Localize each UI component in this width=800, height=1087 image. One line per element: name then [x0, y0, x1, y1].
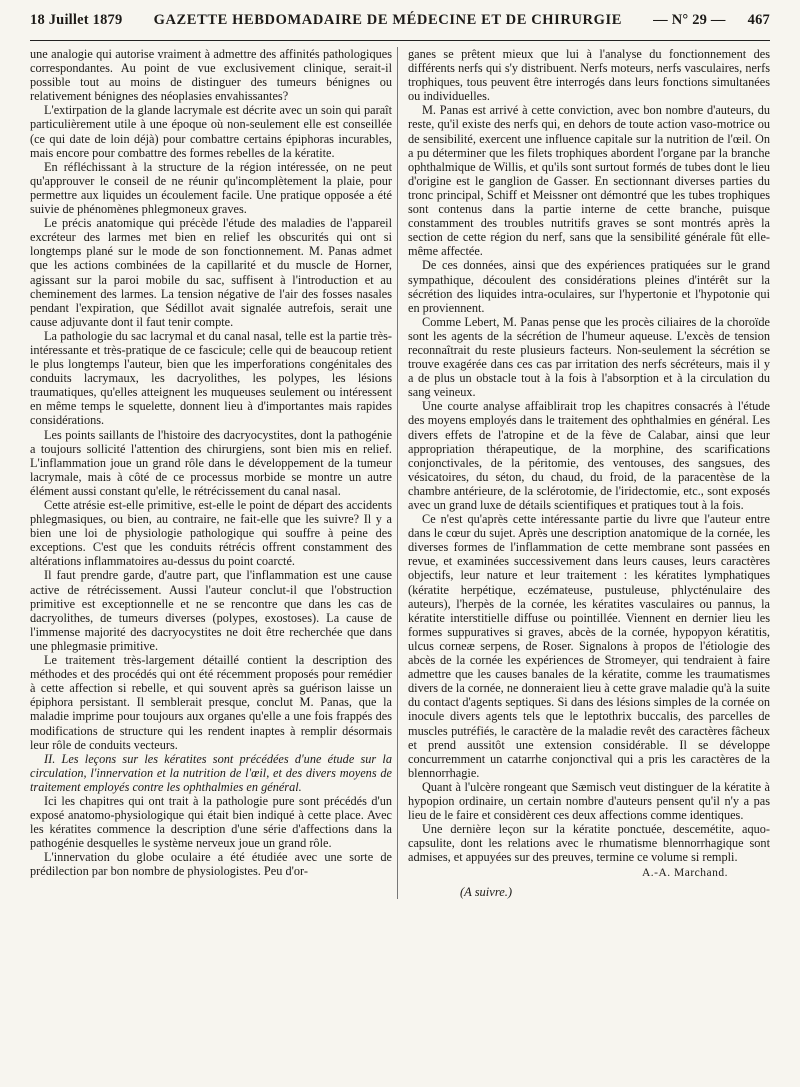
paragraph: La pathologie du sac lacrymal et du canal nasal, telle est la partie très-intéressante et très-pratique de ce fascicule; celle qui de beaucoup retient le plus longtemps l'auteur, bien que les imperforations congénitales des conduits lacrymaux, les dacryolithes, les polypes, les lésions traumatiques, qu'elles atteignent les muqueuses seulement ou intéressent en même temps le squelette, donnent lieu à d'importantes mais rapides considérations.	[30, 328, 392, 428]
paragraph: II. Les leçons sur les kératites sont précédées d'une étude sur la circulation, l'innervation et la nutrition de l'œil, et des divers moyens de traitement employés contre les ophthalmies en général.	[30, 751, 392, 794]
paragraph: Une dernière leçon sur la kératite ponctuée, descemétite, aquo-capsulite, dont les relations avec le rhumatisme blennorrhagique sont admises, et appuyées sur des preuves, termine ce volume si rempli.	[408, 822, 770, 865]
to-be-continued: (A suivre.)	[460, 884, 513, 899]
header-right	[653, 12, 770, 29]
paragraph: Le traitement très-largement détaillé contient la description des méthodes et des procédés qui ont été récemment proposés pour remédier à cette affection si rebelle, et qui souvent après sa guérison laisse un épiphora persistant. Il semblerait presque, conclut M. Panas, que la maladie imprime pour toujours aux organes qu'elle a une fois frappés des modifications de structure qui les rendent inaptes à remplir désormais leur rôle de conduits vecteurs.	[30, 653, 392, 752]
page-number: 467	[747, 12, 770, 28]
journal-title: GAZETTE HEBDOMADAIRE DE MÉDECINE ET DE CHIRURGIE	[153, 12, 623, 28]
paragraph: De ces données, ainsi que des expériences pratiquées sur le grand sympathique, découlent des considérations pleines d'intérêt sur la sécrétion des liquides intra-oculaires, sur l'hypertonie et l'hypotonie qui en proviennent.	[408, 258, 770, 315]
header-rule	[30, 40, 770, 41]
right-column-paragraphs	[408, 47, 770, 864]
running-header	[30, 12, 770, 38]
paragraph: une analogie qui autorise vraiment à admettre des affinités pathologiques correspondantes. Au point de vue exclusivement clinique, serait-il possible tout au moins de distinguer des tumeurs bénignes ou relativement bénignes des néoplasies envahissantes?	[30, 47, 392, 104]
paragraph: Cette atrésie est-elle primitive, est-elle le point de départ des accidents phlegmasiques, ou bien, au contraire, ne fait-elle que les suivre? Il y a bien une loi de physiologie pathologique qui souffre à peine des exceptions. C'est que les conduits rétrécis offrent constamment des altérations inflammatoires au-dessus du point coarcté.	[30, 498, 392, 569]
paragraph: Comme Lebert, M. Panas pense que les procès ciliaires de la choroïde sont les agents de la sécrétion de l'humeur aqueuse. L'excès de tension reconnaîtrait du reste plusieurs facteurs. Non-seulement la sécrétion se trouve exagérée dans ces cas par irritation des nerfs sécréteurs, mais il y a de plus un obstacle tout à la fois à l'absorption et à la circulation du sang veineux.	[408, 314, 770, 400]
paragraph: Le précis anatomique qui précède l'étude des maladies de l'appareil excréteur des larmes met bien en relief les obscurités qui ont si longtemps plané sur le mode de son fonctionnement. M. Panas admet que les actions combinées de la capillarité et du muscle de Horner, agissant sur la paroi mobile du sac, suffisent à l'introduction et au cheminement des larmes. La tension négative de l'air des fosses nasales pendant l'expiration, que Sédillot avait signalée autrefois, serait une cause adjuvante dont il faut tenir compte.	[30, 216, 392, 329]
right-column	[397, 47, 770, 899]
paragraph: Les points saillants de l'histoire des dacryocystites, dont la pathogénie a toujours sollicité l'attention des chirurgiens, sont bien mis en relief. L'inflammation joue un grand rôle dans le développement de la tumeur lacrymale, mais à côté de ce processus morbide se montre un autre élément aussi constant qu'elle, le rétrécissement du canal nasal.	[30, 427, 392, 498]
paragraph: Quant à l'ulcère rongeant que Sæmisch veut distinguer de la kératite à hypopion ordinaire, un certain nombre d'auteurs pensent qu'il n'y a pas lieu de le faire et considèrent ces deux affections comme identiques.	[408, 779, 770, 823]
paragraph: En réfléchissant à la structure de la région intéressée, on ne peut qu'approuver le conseil de ne réunir qu'incomplètement la plaie, pour permettre aux liquides un écoulement facile. Une pratique opposée a été suivie de phénomènes phlegmoneux graves.	[30, 159, 392, 217]
paragraph: Il faut prendre garde, d'autre part, que l'inflammation est une cause active de rétrécissement. Aussi l'auteur conclut-il que l'obstruction primitive est exceptionnelle et ne se rencontre que dans les cas de dacryolithes, de tumeurs diverses (polypes, exostoses). La cause de l'immense majorité des dacryocystites ne doit être recherchée que dans une phlegmasie primitive.	[30, 568, 392, 653]
author-signature: A.-A. Marchand.	[641, 867, 728, 880]
paragraph: L'extirpation de la glande lacrymale est décrite avec un soin qui paraît particulièrement utile à une époque où non-seulement elle est conseillée (ce qui date de loin déjà) pour combattre certains épiphoras incurables, mais encore pour combattre des formes rebelles de la kératite.	[30, 103, 392, 160]
paragraph: Ici les chapitres qui ont trait à la pathologie pure sont précédés d'un exposé anatomo-physiologique qui était bien indiqué à cette place. Avec les kératites commence la description d'une série d'affections dans la pathogénie desquelles le système nerveux joue un grand rôle.	[30, 793, 392, 851]
paragraph: M. Panas est arrivé à cette conviction, avec bon nombre d'auteurs, du reste, qu'il existe des nerfs qui, en dehors de toute action vaso-motrice ou de sensibilité, exercent une influence capitale sur la nutrition de l'œil. On a pu déterminer que les filets trophiques abordent l'organe par la branche ophthalmique de Willis, et qu'ils sont surtout formés de tubes dont le lieu d'origine est le ganglion de Gasser. En sectionnant diverses parties du tronc principal, Schiff et Meissner ont démontré que les tubes trophiques sont contenus dans la partie interne de cette branche, puisque constamment des troubles nutritifs graves se sont montrés après la section de cette région du nerf, sans que la sensibilité générale fût elle-même affectée.	[408, 103, 770, 259]
left-column	[30, 47, 392, 899]
issue-date: 18 Juillet 1879	[30, 12, 123, 28]
paragraph: Une courte analyse affaiblirait trop les chapitres consacrés à l'étude des moyens employés dans le traitement des ophthalmies en général. Les divers effets de l'atropine et de la fève de Calabar, ainsi que leur appropriation thérapeutique, de la morphine, des scarifications conjonctivales, de la péritomie, des ventouses, des sangsues, des vésicatoires, du séton, du chaud, du froid, de la paracentèse de la chambre antérieure, de la sclérotomie, de l'iridectomie, etc., sont exposés avec un grand luxe de détails scientifiques et pratiques tout à la fois.	[408, 399, 770, 512]
paragraph: Ce n'est qu'après cette intéressante partie du livre que l'auteur entre dans le cœur du sujet. Après une description anatomique de la cornée, les diverses formes de l'inflammation de cette membrane sont passées en revue, et examinées successivement dans leurs causes, leurs caractères objectifs, leur nature et leur traitement : les kératites lymphatiques (kératite herpétique, eczémateuse, pustuleuse, phlycténulaire des auteurs), l'herpès de la cornée, les kératites vasculaires ou pannus, la kératite interstitielle diffuse ou pointillée. Viennent en dernier lieu les formes suppuratives si graves, abcès de la cornée, hypopyon kératitis, ulcus corneæ serpens, de Roser. Signalons à propos de l'étiologie des abcès de la cornée les expériences de Stromeyer, qui tendraient à faire admettre que les causes banales de la kératite, comme les traumatismes divers de la cornée, ne donneraient lieu à cette grave maladie qu'à la suite du contact d'agents septiques. Si dans des lésions simples de la cornée on inocule divers agents tels que le leptothrix buccalis, des parcelles de muscles putréfiés, le caractère de la maladie revêt des caractères fâcheux et prend aussitôt une extension considérable. Il se développe concurremment un catarrhe conjonctival qui a pris les caractères de la blennorrhagie.	[408, 512, 770, 780]
issue-number: — N° 29 —	[653, 12, 726, 28]
paragraph: L'innervation du globe oculaire a été étudiée avec une sorte de prédilection par bon nombre de physiologistes. Peu d'or-	[30, 850, 392, 879]
article-body	[30, 47, 770, 899]
paragraph: ganes se prêtent mieux que lui à l'analyse du fonctionnement des différents nerfs qui s'y distribuent. Nerfs moteurs, nerfs vasculaires, nerfs trophiques, tous peuvent être interrogés dans leurs fonctions simultanées ou individuelles.	[408, 47, 770, 104]
